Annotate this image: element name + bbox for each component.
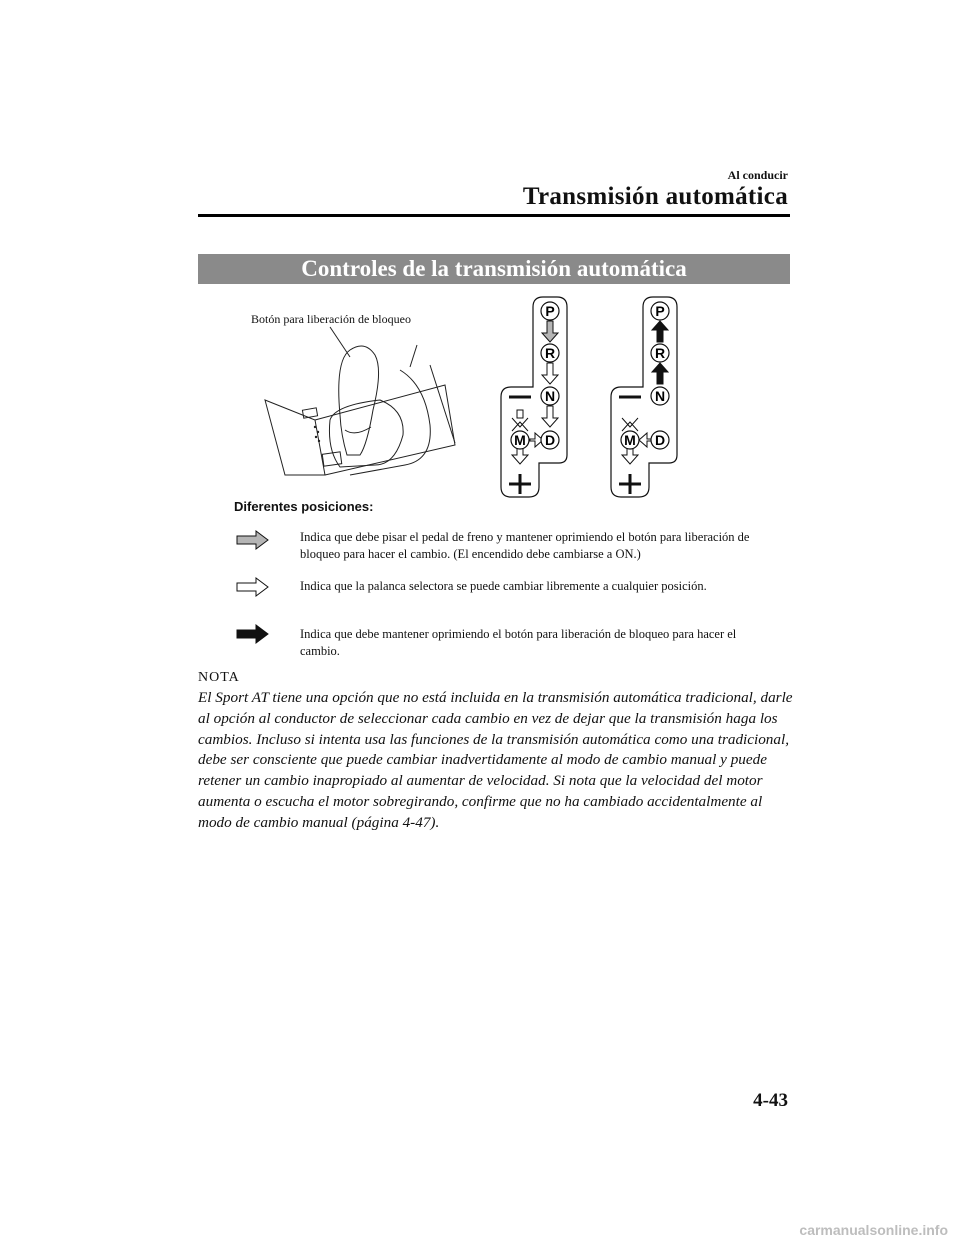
shift-gate-diagrams xyxy=(495,295,695,500)
gate-2-label-r: R xyxy=(654,345,666,361)
header-rule xyxy=(198,214,790,217)
gate-1 xyxy=(501,297,567,497)
watermark: carmanualsonline.info xyxy=(799,1222,948,1238)
chapter-label: Al conducir xyxy=(727,168,788,182)
legend-text-gray: Indica que debe pisar el pedal de freno y mantener oprimiendo el botón para liberación de bloqueo para hacer el cambio. (El encendido debe cambiarse a ON.) xyxy=(300,530,750,561)
page-number: 4-43 xyxy=(753,1090,788,1111)
gate-2-label-p: P xyxy=(655,303,665,319)
gate-2 xyxy=(611,297,677,497)
gate-1-label-m: M xyxy=(514,432,526,448)
positions-label: Diferentes posiciones: xyxy=(234,499,374,514)
gate-2-label-d: D xyxy=(654,432,666,448)
gray-arrow-icon xyxy=(236,530,270,550)
outline-arrow-icon xyxy=(236,577,270,597)
shift-lever-illustration xyxy=(255,325,465,495)
lock-release-callout: Botón para liberación de bloqueo xyxy=(251,312,411,326)
gate-2-label-m: M xyxy=(624,432,636,448)
gate-2-label-n: N xyxy=(654,388,666,404)
section-title: Controles de la transmisión automática xyxy=(198,254,790,284)
gate-1-label-p: P xyxy=(545,303,555,319)
note-title: NOTA xyxy=(198,670,240,685)
black-arrow-icon xyxy=(236,624,270,644)
gate-1-label-n: N xyxy=(544,388,556,404)
legend-text-outline: Indica que la palanca selectora se puede cambiar libremente a cualquier posición. xyxy=(300,579,707,593)
note-body: El Sport AT tiene una opción que no está incluida en la transmisión automática tradicional, darle al opción al conductor de seleccionar cada cambio en vez de dejar que la transmisión haga los cambios. Incluso si intenta usa las funciones de la transmisión automática como una tradicional, debe ser consciente que puede cambiar inadvertidamente al modo de cambio manual y puede retener un cambio inapropiado al aumentar de velocidad. Si nota que la velocidad del motor aumenta o escucha el motor sobregirando, confirme que no ha cambiado accidentalmente al modo de cambio manual (página 4-47). xyxy=(198,689,793,831)
legend-text-black: Indica que debe mantener oprimiendo el botón para liberación de bloqueo para hacer el cambio. xyxy=(300,627,737,658)
page-header-title: Transmisión automática xyxy=(522,183,788,210)
gate-1-label-d: D xyxy=(544,432,556,448)
gate-1-label-r: R xyxy=(544,345,556,361)
